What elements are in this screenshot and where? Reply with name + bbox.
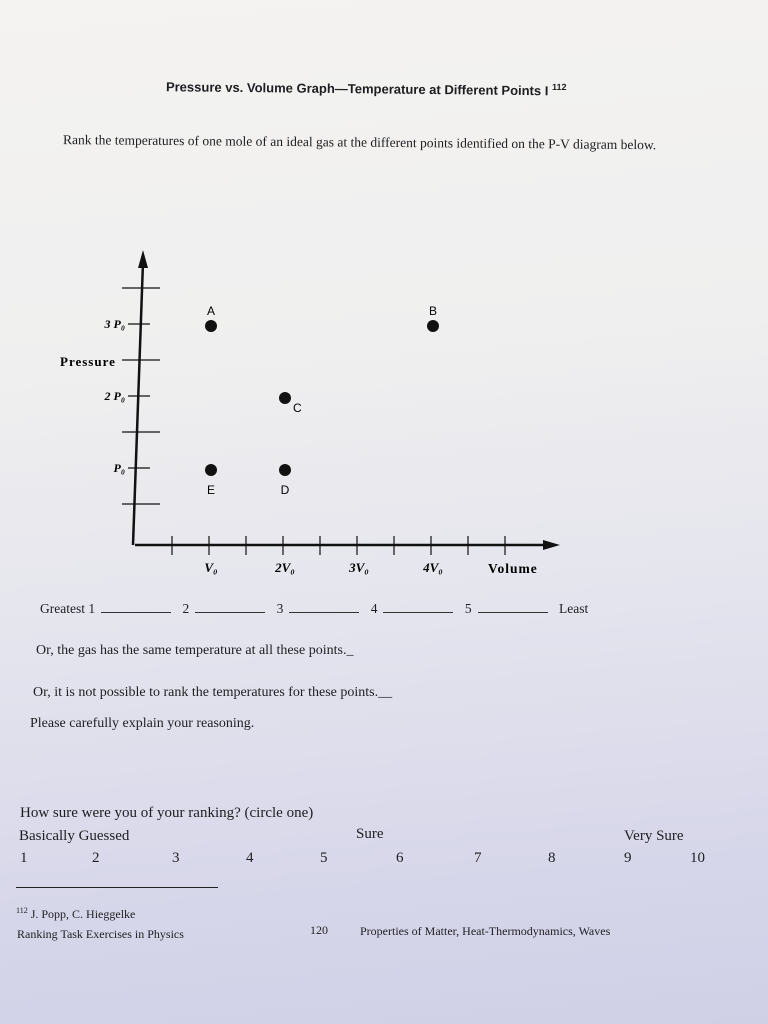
confidence-low-label: Basically Guessed <box>19 828 130 844</box>
confidence-option-8[interactable]: 8 <box>548 850 556 866</box>
y-axis-arrow <box>138 250 148 268</box>
point-label-A: A <box>206 304 216 318</box>
x-tick-label: 2V₀ <box>275 560 295 575</box>
confidence-mid-label: Sure <box>356 826 384 842</box>
confidence-high-label: Very Sure <box>624 828 684 844</box>
confidence-option-2[interactable]: 2 <box>92 850 100 866</box>
y-tick-label: P₀ <box>113 461 125 475</box>
rank-number: 4 <box>370 601 378 616</box>
y-axis-label: Pressure <box>60 354 116 369</box>
footnote-authors <box>16 906 135 922</box>
point-label-E: E <box>206 483 216 497</box>
rank-number: 1 <box>88 601 96 616</box>
x-tick-label: 3V₀ <box>349 560 369 575</box>
point-label-B: B <box>428 304 438 318</box>
confidence-option-3[interactable]: 3 <box>172 850 180 866</box>
point-D <box>279 464 291 476</box>
confidence-option-9[interactable]: 9 <box>624 850 632 866</box>
intro-text: Rank the temperatures of one mole of an ideal gas at the different points identified on the P-V diagram below. <box>62 132 657 153</box>
point-B <box>427 320 439 332</box>
footnote-divider <box>16 887 218 888</box>
point-E <box>205 464 217 476</box>
rank-number: 5 <box>464 601 472 616</box>
page-number: 120 <box>310 923 328 937</box>
x-tick-label: 4V₀ <box>423 560 443 575</box>
confidence-option-7[interactable]: 7 <box>474 850 482 866</box>
y-tick-label: 2 P₀ <box>104 389 125 403</box>
rank-blank-4[interactable] <box>383 600 453 613</box>
rank-number: 3 <box>276 601 284 616</box>
least-label: Least <box>558 601 589 616</box>
rank-number: 2 <box>182 601 190 616</box>
x-axis-arrow <box>543 540 560 550</box>
authors: J. Popp, C. Hieggelke <box>30 907 136 921</box>
point-label-D: D <box>280 483 290 497</box>
confidence-option-4[interactable]: 4 <box>246 850 254 866</box>
section-title: Properties of Matter, Heat-Thermodynamics, Waves <box>360 924 611 938</box>
confidence-option-10[interactable]: 10 <box>690 850 705 866</box>
confidence-question: How sure were you of your ranking? (circle one) <box>20 805 314 821</box>
confidence-option-6[interactable]: 6 <box>396 850 404 866</box>
y-axis <box>133 262 143 545</box>
point-C <box>279 392 291 404</box>
footnote-number: 112 <box>16 906 28 915</box>
title-text: Pressure vs. Volume Graph—Temperature at Different Points I <box>165 79 549 99</box>
y-tick-label: 3 P₀ <box>104 317 125 331</box>
rank-blank-2[interactable] <box>195 600 265 613</box>
x-axis-label: Volume <box>488 561 538 576</box>
not-possible-option[interactable]: Or, it is not possible to rank the temperatures for these points.__ <box>33 685 393 700</box>
point-label-C: C <box>293 401 302 415</box>
rank-blank-1[interactable] <box>101 600 171 613</box>
explain-prompt: Please carefully explain your reasoning. <box>30 716 255 731</box>
ranking-row <box>40 600 588 617</box>
confidence-option-1[interactable]: 1 <box>20 850 28 866</box>
point-A <box>205 320 217 332</box>
book-title: Ranking Task Exercises in Physics <box>17 927 184 941</box>
confidence-option-5[interactable]: 5 <box>320 850 328 866</box>
greatest-label: Greatest <box>40 601 85 616</box>
title-number: 112 <box>552 81 567 93</box>
rank-blank-5[interactable] <box>478 600 548 613</box>
rank-blank-3[interactable] <box>289 600 359 613</box>
same-temperature-option[interactable]: Or, the gas has the same temperature at all these points._ <box>36 643 354 658</box>
x-tick-label: V₀ <box>204 560 218 575</box>
